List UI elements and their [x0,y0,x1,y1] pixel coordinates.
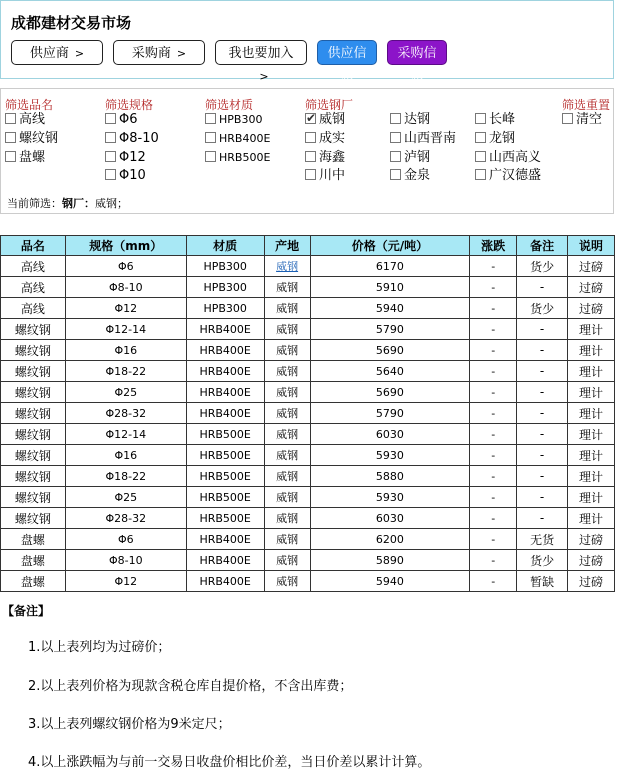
price-cell: 5940 [310,571,470,592]
spec-cell: Φ18-22 [65,361,186,382]
reset-option[interactable] [562,112,602,128]
option-label: Φ10 [119,168,146,183]
price-cell: 5890 [310,550,470,571]
col-header: 规格（mm） [65,236,186,256]
change-cell: - [470,424,517,445]
change-cell: - [470,340,517,361]
filter-option[interactable] [205,112,262,128]
material-cell: HRB400E [186,361,264,382]
note-cell: - [517,403,568,424]
price-cell: 6030 [310,424,470,445]
chevron-right-icon: > [176,47,187,60]
spec-cell: Φ16 [65,340,186,361]
change-cell: - [470,319,517,340]
desc-cell: 理计 [568,445,615,466]
checkbox[interactable] [390,113,401,124]
reset-label: 清空 [576,112,603,127]
table-header-row [1,236,615,256]
change-cell: - [470,403,517,424]
note-cell: 货少 [517,298,568,319]
material-cell: HRB400E [186,340,264,361]
change-cell: - [470,529,517,550]
desc-cell: 理计 [568,487,615,508]
table-row [1,571,615,592]
option-label: 山西高义 [489,150,542,165]
filter-option[interactable] [475,168,541,184]
origin-cell [264,256,310,277]
filter-option[interactable] [475,112,515,128]
price-cell: 6200 [310,529,470,550]
checkbox[interactable] [5,151,16,162]
product-cell: 螺纹钢 [1,340,66,361]
option-label: 达钢 [404,112,431,127]
checkbox[interactable] [205,132,216,143]
change-cell: - [470,298,517,319]
price-cell: 5940 [310,298,470,319]
table-row [1,424,615,445]
filter-option[interactable] [475,150,541,166]
product-cell: 螺纹钢 [1,319,66,340]
change-cell: - [470,487,517,508]
product-cell: 盘螺 [1,550,66,571]
spec-cell: Φ25 [65,487,186,508]
material-cell: HRB500E [186,508,264,529]
spec-cell: Φ6 [65,256,186,277]
option-label: 长峰 [489,112,516,127]
table-row [1,277,615,298]
desc-cell: 理计 [568,361,615,382]
table-row [1,298,615,319]
buyer-button[interactable] [113,40,205,65]
checkbox[interactable] [205,151,216,162]
origin-cell: 威钢 [264,361,310,382]
table-row [1,403,615,424]
price-cell: 5930 [310,445,470,466]
table-row [1,487,615,508]
table-row [1,529,615,550]
note-cell: - [517,508,568,529]
col-header: 材质 [186,236,264,256]
purchase-info-button[interactable]: 采购信息 [387,40,447,65]
checkbox[interactable] [305,132,316,143]
option-label: 高线 [19,112,46,127]
product-cell: 高线 [1,256,66,277]
price-cell: 5910 [310,277,470,298]
table-row [1,256,615,277]
chevron-right-icon: > [259,70,269,83]
checkbox[interactable] [475,113,486,124]
filter-option[interactable] [390,131,456,147]
price-cell: 5690 [310,382,470,403]
origin-cell: 威钢 [264,403,310,424]
product-cell: 螺纹钢 [1,361,66,382]
material-cell: HPB300 [186,256,264,277]
remark-item: 2.以上表列价格为现款含税仓库自提价格，不含出库费； [28,679,353,694]
spec-cell: Φ28-32 [65,508,186,529]
filter-option[interactable] [305,131,345,147]
price-cell: 6170 [310,256,470,277]
spec-cell: Φ12-14 [65,424,186,445]
current-filter-value: 威钢； [95,197,128,210]
desc-cell: 过磅 [568,298,615,319]
price-cell: 5640 [310,361,470,382]
checkbox[interactable] [305,169,316,180]
filter-mill-title: 筛选钢厂 [305,98,354,112]
material-cell: HRB400E [186,529,264,550]
spec-cell: Φ8-10 [65,277,186,298]
option-label: HRB400E [219,132,271,145]
change-cell: - [470,382,517,403]
note-cell: - [517,361,568,382]
origin-cell: 威钢 [264,529,310,550]
option-label: 威钢 [319,112,346,127]
spec-cell: Φ18-22 [65,466,186,487]
note-cell: - [517,319,568,340]
table-row [1,550,615,571]
price-cell: 5930 [310,487,470,508]
buyer-label: 采购商 [131,46,171,61]
table-row [1,361,615,382]
filter-option[interactable] [105,168,146,184]
current-filter-key: 钢厂： [62,197,95,210]
desc-cell: 理计 [568,508,615,529]
checkbox[interactable] [5,132,16,143]
desc-cell: 过磅 [568,529,615,550]
filter-spec-title: 筛选规格 [105,98,154,112]
option-label: 广汉德盛 [489,168,542,183]
filter-option[interactable] [305,150,345,166]
desc-cell: 理计 [568,466,615,487]
change-cell: - [470,550,517,571]
price-cell: 5790 [310,319,470,340]
price-table [0,235,615,592]
origin-cell: 威钢 [264,382,310,403]
option-label: 盘螺 [19,150,46,165]
spec-cell: Φ12-14 [65,319,186,340]
supplier-label: 供应商 [29,46,69,61]
change-cell: - [470,445,517,466]
note-cell: - [517,487,568,508]
origin-cell: 威钢 [264,487,310,508]
price-cell: 5880 [310,466,470,487]
note-cell: 货少 [517,256,568,277]
checkbox-checked[interactable] [305,113,316,124]
note-cell: 暂缺 [517,571,568,592]
origin-cell: 威钢 [264,466,310,487]
material-cell: HRB400E [186,403,264,424]
origin-cell: 威钢 [264,340,310,361]
material-cell: HRB500E [186,487,264,508]
filter-option[interactable] [205,150,270,166]
supplier-button[interactable] [11,40,103,65]
product-cell: 高线 [1,277,66,298]
change-cell: - [470,277,517,298]
price-cell: 5690 [310,340,470,361]
note-cell: - [517,424,568,445]
option-label: HRB500E [219,151,271,164]
header [0,0,614,84]
checkbox[interactable] [305,151,316,162]
product-cell: 盘螺 [1,529,66,550]
checkbox[interactable] [390,151,401,162]
checkbox[interactable] [562,113,573,124]
option-label: 螺纹钢 [19,131,59,146]
product-cell: 高线 [1,298,66,319]
filter-product-title: 筛选品名 [5,98,54,112]
option-label: HPB300 [219,113,263,126]
spec-cell: Φ12 [65,571,186,592]
desc-cell: 理计 [568,340,615,361]
change-cell: - [470,508,517,529]
filter-option[interactable] [105,131,159,147]
col-header: 产地 [264,236,310,256]
checkbox[interactable] [390,132,401,143]
filter-option[interactable] [475,131,515,147]
checkbox[interactable] [105,151,116,162]
filter-option[interactable] [205,131,270,147]
product-cell: 螺纹钢 [1,424,66,445]
join-button[interactable] [215,40,307,83]
filter-option[interactable] [390,112,430,128]
chevron-right-icon: > [74,47,85,60]
site-title: 成都建材交易市场 [11,14,132,32]
option-label: 金泉 [404,168,431,183]
option-label: 川中 [319,168,346,183]
spec-cell: Φ12 [65,298,186,319]
supply-info-button[interactable]: 供应信息 [317,40,377,65]
filter-option[interactable] [305,168,345,184]
option-label: 龙钢 [489,131,516,146]
filter-reset-title: 筛选重置 [562,98,611,112]
desc-cell: 过磅 [568,256,615,277]
option-label: 泸钢 [404,150,431,165]
filter-option[interactable] [390,150,430,166]
table-row [1,466,615,487]
option-label: 成实 [319,131,346,146]
checkbox[interactable] [475,132,486,143]
spec-cell: Φ28-32 [65,403,186,424]
material-cell: HPB300 [186,298,264,319]
checkbox[interactable] [475,151,486,162]
desc-cell: 理计 [568,424,615,445]
option-label: Φ12 [119,150,146,165]
note-cell: - [517,277,568,298]
checkbox[interactable] [5,113,16,124]
desc-cell: 理计 [568,403,615,424]
spec-cell: Φ6 [65,529,186,550]
change-cell: - [470,361,517,382]
product-cell: 螺纹钢 [1,445,66,466]
note-cell: - [517,445,568,466]
material-cell: HRB400E [186,550,264,571]
remarks-title: 【备注】 [2,604,51,618]
remark-item: 4.以上涨跌幅为与前一交易日收盘价相比价差，当日价差以累计计算。 [28,755,431,770]
col-header: 价格（元/吨） [310,236,470,256]
desc-cell: 过磅 [568,277,615,298]
price-cell: 6030 [310,508,470,529]
material-cell: HRB400E [186,319,264,340]
filter-option[interactable] [105,150,146,166]
spec-cell: Φ16 [65,445,186,466]
spec-cell: Φ25 [65,382,186,403]
product-cell: 盘螺 [1,571,66,592]
origin-cell: 威钢 [264,298,310,319]
material-cell: HRB500E [186,445,264,466]
checkbox[interactable] [475,169,486,180]
origin-cell: 威钢 [264,277,310,298]
checkbox[interactable] [105,132,116,143]
origin-cell: 威钢 [264,550,310,571]
table-row [1,340,615,361]
current-filter [7,195,128,211]
origin-cell: 威钢 [264,508,310,529]
option-label: 海鑫 [319,150,346,165]
checkbox[interactable] [205,113,216,124]
change-cell: - [470,466,517,487]
change-cell: - [470,256,517,277]
option-label: Φ6 [119,112,138,127]
col-header: 品名 [1,236,66,256]
desc-cell: 过磅 [568,571,615,592]
price-cell: 5790 [310,403,470,424]
desc-cell: 理计 [568,382,615,403]
origin-cell: 威钢 [264,319,310,340]
checkbox[interactable] [105,113,116,124]
table-row [1,382,615,403]
material-cell: HPB300 [186,277,264,298]
option-label: Φ8-10 [119,131,159,146]
col-header: 涨跌 [470,236,517,256]
spec-cell: Φ8-10 [65,550,186,571]
current-filter-label: 当前筛选： [7,197,62,210]
option-label: 山西晋南 [404,131,457,146]
desc-cell: 理计 [568,319,615,340]
origin-link[interactable]: 威钢 [276,260,299,273]
desc-cell: 过磅 [568,550,615,571]
remark-item: 3.以上表列螺纹钢价格为9米定尺； [28,717,231,732]
table-row [1,508,615,529]
change-cell: - [470,571,517,592]
filter-option[interactable] [105,112,138,128]
note-cell: - [517,382,568,403]
checkbox[interactable] [105,169,116,180]
origin-cell: 威钢 [264,571,310,592]
material-cell: HRB400E [186,382,264,403]
note-cell: - [517,340,568,361]
note-cell: 无货 [517,529,568,550]
filter-material-title: 筛选材质 [205,98,254,112]
material-cell: HRB400E [186,571,264,592]
filter-option-selected[interactable] [305,112,345,128]
join-label: 我也要加入 [228,46,294,61]
product-cell: 螺纹钢 [1,403,66,424]
product-cell: 螺纹钢 [1,487,66,508]
product-cell: 螺纹钢 [1,382,66,403]
material-cell: HRB500E [186,466,264,487]
filter-option[interactable] [390,168,430,184]
filter-option[interactable] [5,112,45,128]
table-row [1,319,615,340]
filter-option[interactable] [5,131,58,147]
note-cell: - [517,466,568,487]
col-header: 备注 [517,236,568,256]
checkbox[interactable] [390,169,401,180]
filter-option[interactable] [5,150,45,166]
product-cell: 螺纹钢 [1,508,66,529]
material-cell: HRB500E [186,424,264,445]
filter-panel [0,88,614,214]
note-cell: 货少 [517,550,568,571]
table-row [1,445,615,466]
col-header: 说明 [568,236,615,256]
origin-cell: 威钢 [264,424,310,445]
product-cell: 螺纹钢 [1,466,66,487]
origin-cell: 威钢 [264,445,310,466]
remark-item: 1.以上表列均为过磅价； [28,640,171,655]
